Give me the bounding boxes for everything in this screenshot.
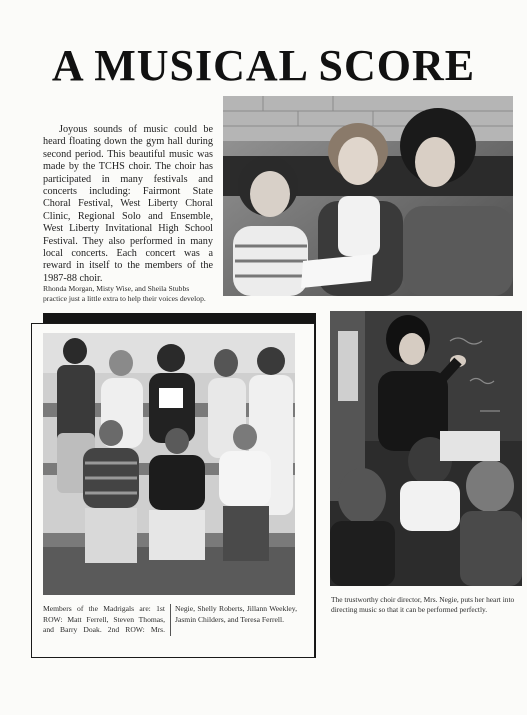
singing-students-photo [223, 96, 513, 296]
madrigals-group-photo [43, 333, 295, 595]
choir-director-photo [330, 311, 522, 586]
group-photo-caption: Members of the Madrigals are: 1st ROW: Matt Ferrell, Steven Thomas, and Barry Doak. 2nd ROW: Mrs. Negie, Shelly Roberts, Jillann Weekley, Jasmin Childers, and Teresa Ferrell. [43, 604, 297, 635]
director-photo-caption: The trustworthy choir director, Mrs. Negie, puts her heart into directing music so that it can be performed perfectly. [331, 595, 515, 615]
page-title: A MUSICAL SCORE [51, 41, 476, 90]
body-paragraph: Joyous sounds of music could be heard floating down the gym hall during second period. This beautiful music was made by the TCHS choir. The choir has participated in many festivals and concerts including: Fairmont State Choral Festival, West Liberty Choral Clinic, Regional Solo and Ensemble, West Liberty Invitational High School Festival. They also performed in many local concerts. Each concert was a reward in itself to the members of the 1987-88 choir. [43, 124, 213, 284]
top-photo-caption: Rhonda Morgan, Misty Wise, and Sheila Stubbs practice just a little extra to help their voices develop. [43, 284, 206, 304]
